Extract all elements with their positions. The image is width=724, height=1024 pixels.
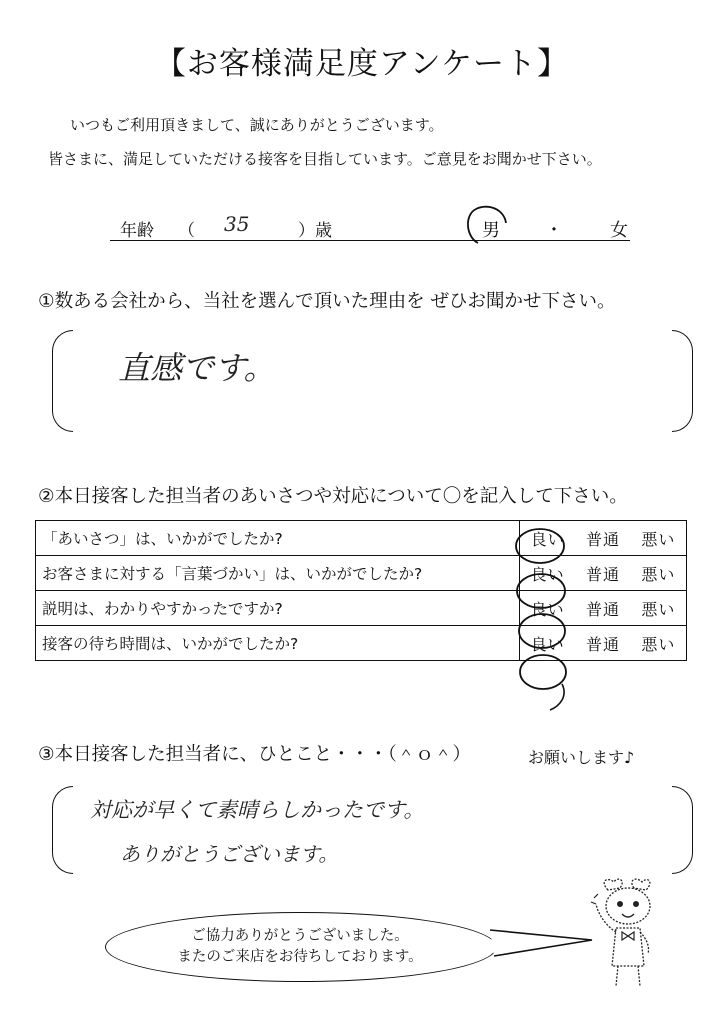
gender-female[interactable]: 女 bbox=[610, 220, 628, 241]
row-label-explanation: 説明は、わかりやすかったですか? bbox=[36, 591, 520, 626]
age-suffix: ）歳 bbox=[298, 221, 332, 241]
intro-line-1: いつもご利用頂きまして、誠にありがとうございます。 bbox=[70, 116, 444, 134]
good-circle-marks bbox=[510, 524, 584, 714]
table-row bbox=[36, 591, 687, 626]
option-normal[interactable]: 普通 bbox=[585, 634, 620, 654]
q1-answer[interactable]: 直感です。 bbox=[118, 349, 276, 387]
mascot-illustration bbox=[588, 876, 668, 996]
q1-question: ①数ある会社から、当社を選んで頂いた理由を ぜひお聞かせ下さい。 bbox=[38, 291, 616, 312]
option-normal[interactable]: 普通 bbox=[585, 564, 620, 584]
intro-line-2: 皆さまに、満足していただける接客を目指しています。ご意見をお聞かせ下さい。 bbox=[48, 150, 602, 168]
evaluation-table bbox=[35, 520, 687, 661]
q1-bracket-left bbox=[52, 330, 73, 432]
option-normal[interactable]: 普通 bbox=[585, 599, 620, 619]
q3-suffix: お願いします♪ bbox=[528, 748, 635, 767]
option-good[interactable]: 良い bbox=[530, 529, 565, 549]
option-good[interactable]: 良い bbox=[530, 634, 565, 654]
thanks-line-1: ご協力ありがとうございました。 bbox=[191, 928, 409, 944]
q3-bracket-right bbox=[672, 786, 693, 874]
survey-title: 【お客様満足度アンケート】 bbox=[154, 46, 570, 82]
option-normal[interactable]: 普通 bbox=[585, 529, 620, 549]
table-row bbox=[36, 521, 687, 556]
q3-answer-line-2[interactable]: ありがとうございます。 bbox=[120, 842, 339, 866]
q3-answer-line-1[interactable]: 対応が早くて素晴らしかったです。 bbox=[90, 798, 425, 822]
option-good[interactable]: 良い bbox=[530, 564, 565, 584]
option-bad[interactable]: 悪い bbox=[641, 599, 676, 619]
q3-bracket-left bbox=[52, 786, 73, 874]
row-label-waiting-time: 接客の待ち時間は、いかがでしたか? bbox=[36, 626, 520, 661]
age-label: 年齢 bbox=[120, 221, 154, 241]
thanks-line-2: またのご来店をお待ちしております。 bbox=[177, 949, 423, 965]
male-circle-mark bbox=[460, 203, 516, 247]
row-label-language: お客さまに対する「言葉づかい」は、いかがでしたか? bbox=[36, 556, 520, 591]
gender-separator: ・ bbox=[545, 220, 563, 241]
age-value[interactable]: 35 bbox=[224, 212, 250, 236]
table-row bbox=[36, 556, 687, 591]
option-bad[interactable]: 悪い bbox=[641, 634, 676, 654]
option-bad[interactable]: 悪い bbox=[641, 564, 676, 584]
row-label-greeting: 「あいさつ」は、いかがでしたか? bbox=[36, 521, 520, 556]
table-row bbox=[36, 626, 687, 661]
q1-bracket-right bbox=[672, 330, 693, 432]
option-good[interactable]: 良い bbox=[530, 599, 565, 619]
q3-question: ③本日接客した担当者に、ひとこと・・・（＾ｏ＾） bbox=[38, 744, 471, 765]
age-open-paren: （ bbox=[178, 221, 195, 241]
gender-male[interactable]: 男 bbox=[482, 220, 500, 241]
q2-question: ②本日接客した担当者のあいさつや対応について〇を記入して下さい。 bbox=[38, 486, 628, 507]
option-bad[interactable]: 悪い bbox=[641, 529, 676, 549]
